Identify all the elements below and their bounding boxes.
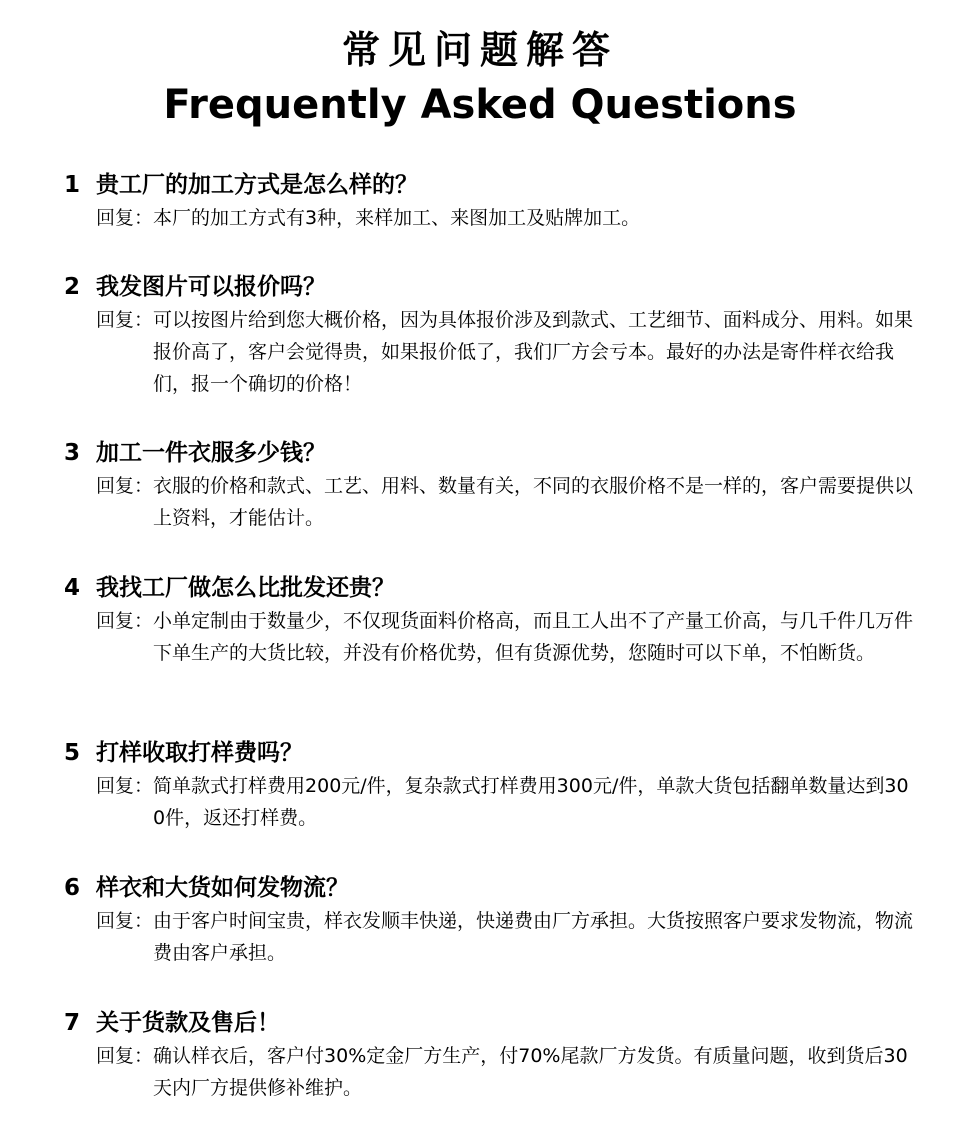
- faq-answer: [96, 1040, 916, 1104]
- faq-question: [64, 1008, 924, 1038]
- faq-answer: [96, 202, 916, 234]
- faq-question: [64, 170, 924, 200]
- faq-question: [64, 738, 924, 768]
- reply-label: 回复：: [96, 775, 154, 797]
- page-title-chinese: 常见问题解答: [341, 28, 618, 72]
- faq-answer-text: 可以按图片给到您大概价格，因为具体报价涉及到款式、工艺细节、面料成分、用料。如果报价高了，客户会觉得贵，如果报价低了，我们厂方会亏本。最好的办法是寄件样衣给我们，报一个确切的价格！: [153, 309, 914, 395]
- faq-answer: [96, 470, 916, 534]
- faq-item-1: [64, 170, 924, 234]
- faq-answer-text: 确认样衣后，客户付30%定金厂方生产，付70%尾款厂方发货。有质量问题，收到货后30天内厂方提供修补维护。: [153, 1045, 908, 1099]
- faq-number: 3: [64, 440, 81, 466]
- faq-question: [64, 573, 924, 603]
- faq-number: 5: [64, 740, 81, 766]
- faq-question-text: 加工一件衣服多少钱？: [96, 440, 326, 466]
- reply-label: 回复：: [96, 610, 154, 632]
- faq-answer: [96, 770, 916, 834]
- faq-item-3: [64, 438, 924, 534]
- faq-item-6: [64, 873, 924, 969]
- faq-question-text: 贵工厂的加工方式是怎么样的？: [96, 172, 418, 198]
- faq-question: [64, 272, 924, 302]
- faq-question-text: 样衣和大货如何发物流？: [96, 875, 349, 901]
- faq-answer-text: 小单定制由于数量少，不仅现货面料价格高，而且工人出不了产量工价高，与几千件几万件下单生产的大货比较，并没有价格优势，但有货源优势，您随时可以下单，不怕断货。: [153, 610, 914, 664]
- faq-item-4: [64, 573, 924, 669]
- reply-label: 回复：: [96, 207, 154, 229]
- reply-label: 回复：: [96, 1045, 154, 1067]
- faq-item-2: [64, 272, 924, 400]
- faq-answer-text: 衣服的价格和款式、工艺、用料、数量有关，不同的衣服价格不是一样的，客户需要提供以上资料，才能估计。: [153, 475, 914, 529]
- reply-label: 回复：: [96, 910, 154, 932]
- faq-question-text: 我发图片可以报价吗？: [96, 274, 326, 300]
- faq-answer-text: 本厂的加工方式有3种，来样加工、来图加工及贴牌加工。: [153, 207, 641, 229]
- faq-answer-text: 简单款式打样费用200元/件，复杂款式打样费用300元/件，单款大货包括翻单数量达到300件，返还打样费。: [153, 775, 909, 829]
- faq-question: [64, 873, 924, 903]
- reply-label: 回复：: [96, 475, 154, 497]
- faq-number: 6: [64, 875, 81, 901]
- faq-answer: [96, 605, 916, 669]
- faq-answer: [96, 905, 916, 969]
- faq-question-text: 打样收取打样费吗？: [96, 740, 303, 766]
- reply-label: 回复：: [96, 309, 154, 331]
- faq-question-text: 关于货款及售后！: [96, 1010, 280, 1036]
- faq-item-5: [64, 738, 924, 834]
- faq-question-text: 我找工厂做怎么比批发还贵？: [96, 575, 395, 601]
- faq-answer-text: 由于客户时间宝贵，样衣发顺丰快递，快递费由厂方承担。大货按照客户要求发物流，物流费由客户承担。: [153, 910, 914, 964]
- faq-item-7: [64, 1008, 924, 1104]
- faq-number: 2: [64, 274, 81, 300]
- faq-number: 7: [64, 1010, 81, 1036]
- faq-answer: [96, 304, 916, 400]
- page-title-english: Frequently Asked Questions: [163, 82, 797, 128]
- faq-number: 4: [64, 575, 81, 601]
- faq-question: [64, 438, 924, 468]
- faq-number: 1: [64, 172, 81, 198]
